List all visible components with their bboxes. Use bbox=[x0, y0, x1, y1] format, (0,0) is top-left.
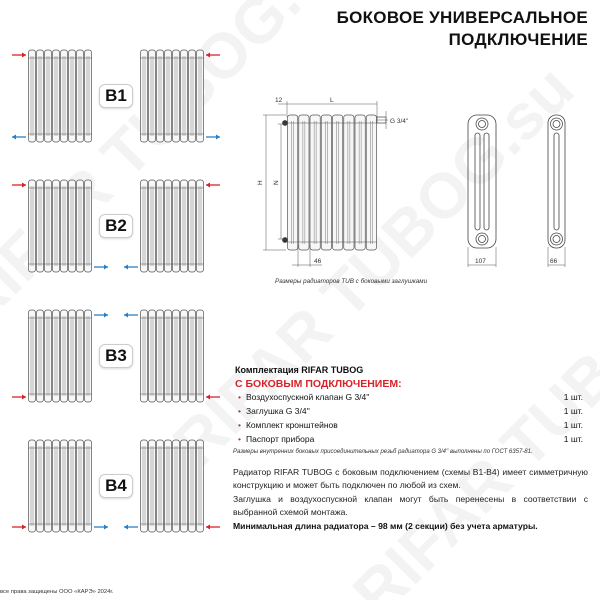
radiator-section bbox=[45, 180, 52, 272]
radiator-section bbox=[173, 180, 180, 272]
radiator-section bbox=[149, 440, 156, 532]
kit-item: • Заглушка G 3/4'' 1 шт. bbox=[238, 406, 583, 416]
radiator-section bbox=[189, 310, 196, 402]
radiator-right bbox=[124, 180, 220, 272]
radiator-section bbox=[85, 440, 92, 532]
scheme-label: B2 bbox=[99, 214, 133, 238]
radiator-section bbox=[149, 180, 156, 272]
radiator-section bbox=[181, 50, 188, 142]
radiator-section bbox=[157, 310, 164, 402]
radiator-section bbox=[53, 440, 60, 532]
radiator-section bbox=[149, 50, 156, 142]
radiator-section bbox=[157, 50, 164, 142]
radiator-section bbox=[165, 310, 172, 402]
radiator-right bbox=[124, 310, 220, 402]
radiator-section bbox=[37, 440, 44, 532]
radiator-section bbox=[197, 50, 204, 142]
radiator-section bbox=[141, 50, 148, 142]
radiator-section bbox=[344, 115, 354, 250]
radiator-section bbox=[299, 115, 309, 250]
drawing-caption: Размеры радиаторов TUB с боковыми заглушками bbox=[275, 278, 428, 285]
radiator-section bbox=[165, 180, 172, 272]
dim-L: L bbox=[330, 97, 334, 104]
radiator-right bbox=[140, 50, 220, 142]
radiator-section bbox=[173, 440, 180, 532]
radiator-section bbox=[165, 50, 172, 142]
radiator-section bbox=[173, 310, 180, 402]
radiator-section bbox=[310, 115, 320, 250]
radiator-section bbox=[69, 50, 76, 142]
radiator-section bbox=[77, 180, 84, 272]
radiator-section bbox=[77, 310, 84, 402]
dim-N: N bbox=[273, 180, 280, 185]
kit-item: • Паспорт прибора 1 шт. bbox=[238, 434, 583, 444]
dim-12: 12 bbox=[275, 97, 283, 104]
radiator-section bbox=[197, 310, 204, 402]
radiator-section bbox=[157, 440, 164, 532]
radiator-section bbox=[29, 50, 36, 142]
radiator-left bbox=[12, 440, 108, 532]
copyright: все права защищены ООО «КАРЭ» 2024г. bbox=[0, 589, 114, 595]
radiator-left bbox=[12, 50, 92, 142]
radiator-section bbox=[189, 50, 196, 142]
radiator-section bbox=[157, 180, 164, 272]
radiator-section bbox=[29, 180, 36, 272]
radiator-section bbox=[85, 310, 92, 402]
radiator-section bbox=[53, 180, 60, 272]
radiator-section bbox=[355, 115, 365, 250]
radiator-section bbox=[69, 310, 76, 402]
radiator-section bbox=[181, 440, 188, 532]
radiator-section bbox=[37, 310, 44, 402]
radiator-section bbox=[61, 180, 68, 272]
radiator-section bbox=[197, 180, 204, 272]
radiator-section bbox=[61, 310, 68, 402]
kit-heading: Комплектация RIFAR TUBOG bbox=[235, 365, 364, 375]
radiator-section bbox=[149, 310, 156, 402]
dim-H: H bbox=[257, 180, 264, 185]
radiator-section bbox=[366, 115, 376, 250]
kit-item: • Воздухоспускной клапан G 3/4'' 1 шт. bbox=[238, 392, 583, 402]
radiator-section bbox=[69, 440, 76, 532]
description: Радиатор RIFAR TUBOG с боковым подключением (схемы В1-В4) имеет симметричную конструкцию и может быть подключен по любой из схем. Заглушка и воздухоспускной клапан могут быть перенесены в соответствии с выбранной схемой монтажа. Минимальная длина радиатора – 98 мм (2 секции) без учета арматуры. bbox=[233, 467, 588, 531]
radiator-section bbox=[45, 50, 52, 142]
radiator-left bbox=[12, 310, 108, 402]
radiator-section bbox=[45, 310, 52, 402]
radiator-section bbox=[197, 440, 204, 532]
kit-item: • Комплект кронштейнов 1 шт. bbox=[238, 420, 583, 430]
radiator-section bbox=[53, 310, 60, 402]
radiator-section bbox=[29, 440, 36, 532]
radiator-section bbox=[85, 50, 92, 142]
radiator-section bbox=[61, 440, 68, 532]
radiator-section bbox=[77, 50, 84, 142]
radiator-section bbox=[61, 50, 68, 142]
radiator-section bbox=[37, 50, 44, 142]
radiator-section bbox=[69, 180, 76, 272]
radiator-section bbox=[141, 440, 148, 532]
radiator-left bbox=[12, 180, 108, 272]
radiator-section bbox=[141, 180, 148, 272]
radiator-section bbox=[53, 50, 60, 142]
dim-107: 107 bbox=[475, 258, 486, 265]
scheme-label: B4 bbox=[99, 474, 133, 498]
radiator-section bbox=[141, 310, 148, 402]
dim-46: 46 bbox=[314, 258, 322, 265]
kit-subheading: С БОКОВЫМ ПОДКЛЮЧЕНИЕМ: bbox=[235, 378, 402, 390]
radiator-section bbox=[173, 50, 180, 142]
radiator-section bbox=[181, 180, 188, 272]
dimension-drawing bbox=[250, 95, 600, 275]
page-title: БОКОВОЕ УНИВЕРСАЛЬНОЕ ПОДКЛЮЧЕНИЕ bbox=[336, 8, 588, 49]
radiator-section bbox=[189, 440, 196, 532]
dim-66: 66 bbox=[550, 258, 558, 265]
radiator-section bbox=[29, 310, 36, 402]
thread-label: G 3/4'' bbox=[390, 118, 409, 125]
radiator-section bbox=[321, 115, 331, 250]
radiator-section bbox=[189, 180, 196, 272]
radiator-section bbox=[333, 115, 343, 250]
radiator-section bbox=[37, 180, 44, 272]
radiator-section bbox=[165, 440, 172, 532]
radiator-section bbox=[85, 180, 92, 272]
scheme-label: B1 bbox=[99, 84, 133, 108]
radiator-section bbox=[77, 440, 84, 532]
radiator-section bbox=[288, 115, 298, 250]
radiator-right bbox=[124, 440, 220, 532]
radiator-section bbox=[181, 310, 188, 402]
kit-note: Размеры внутренних боковых присоединительных резьб радиатора G 3/4'' выполнены по ГОСТ 6357-81. bbox=[233, 449, 533, 455]
radiator-section bbox=[45, 440, 52, 532]
scheme-label: B3 bbox=[99, 344, 133, 368]
